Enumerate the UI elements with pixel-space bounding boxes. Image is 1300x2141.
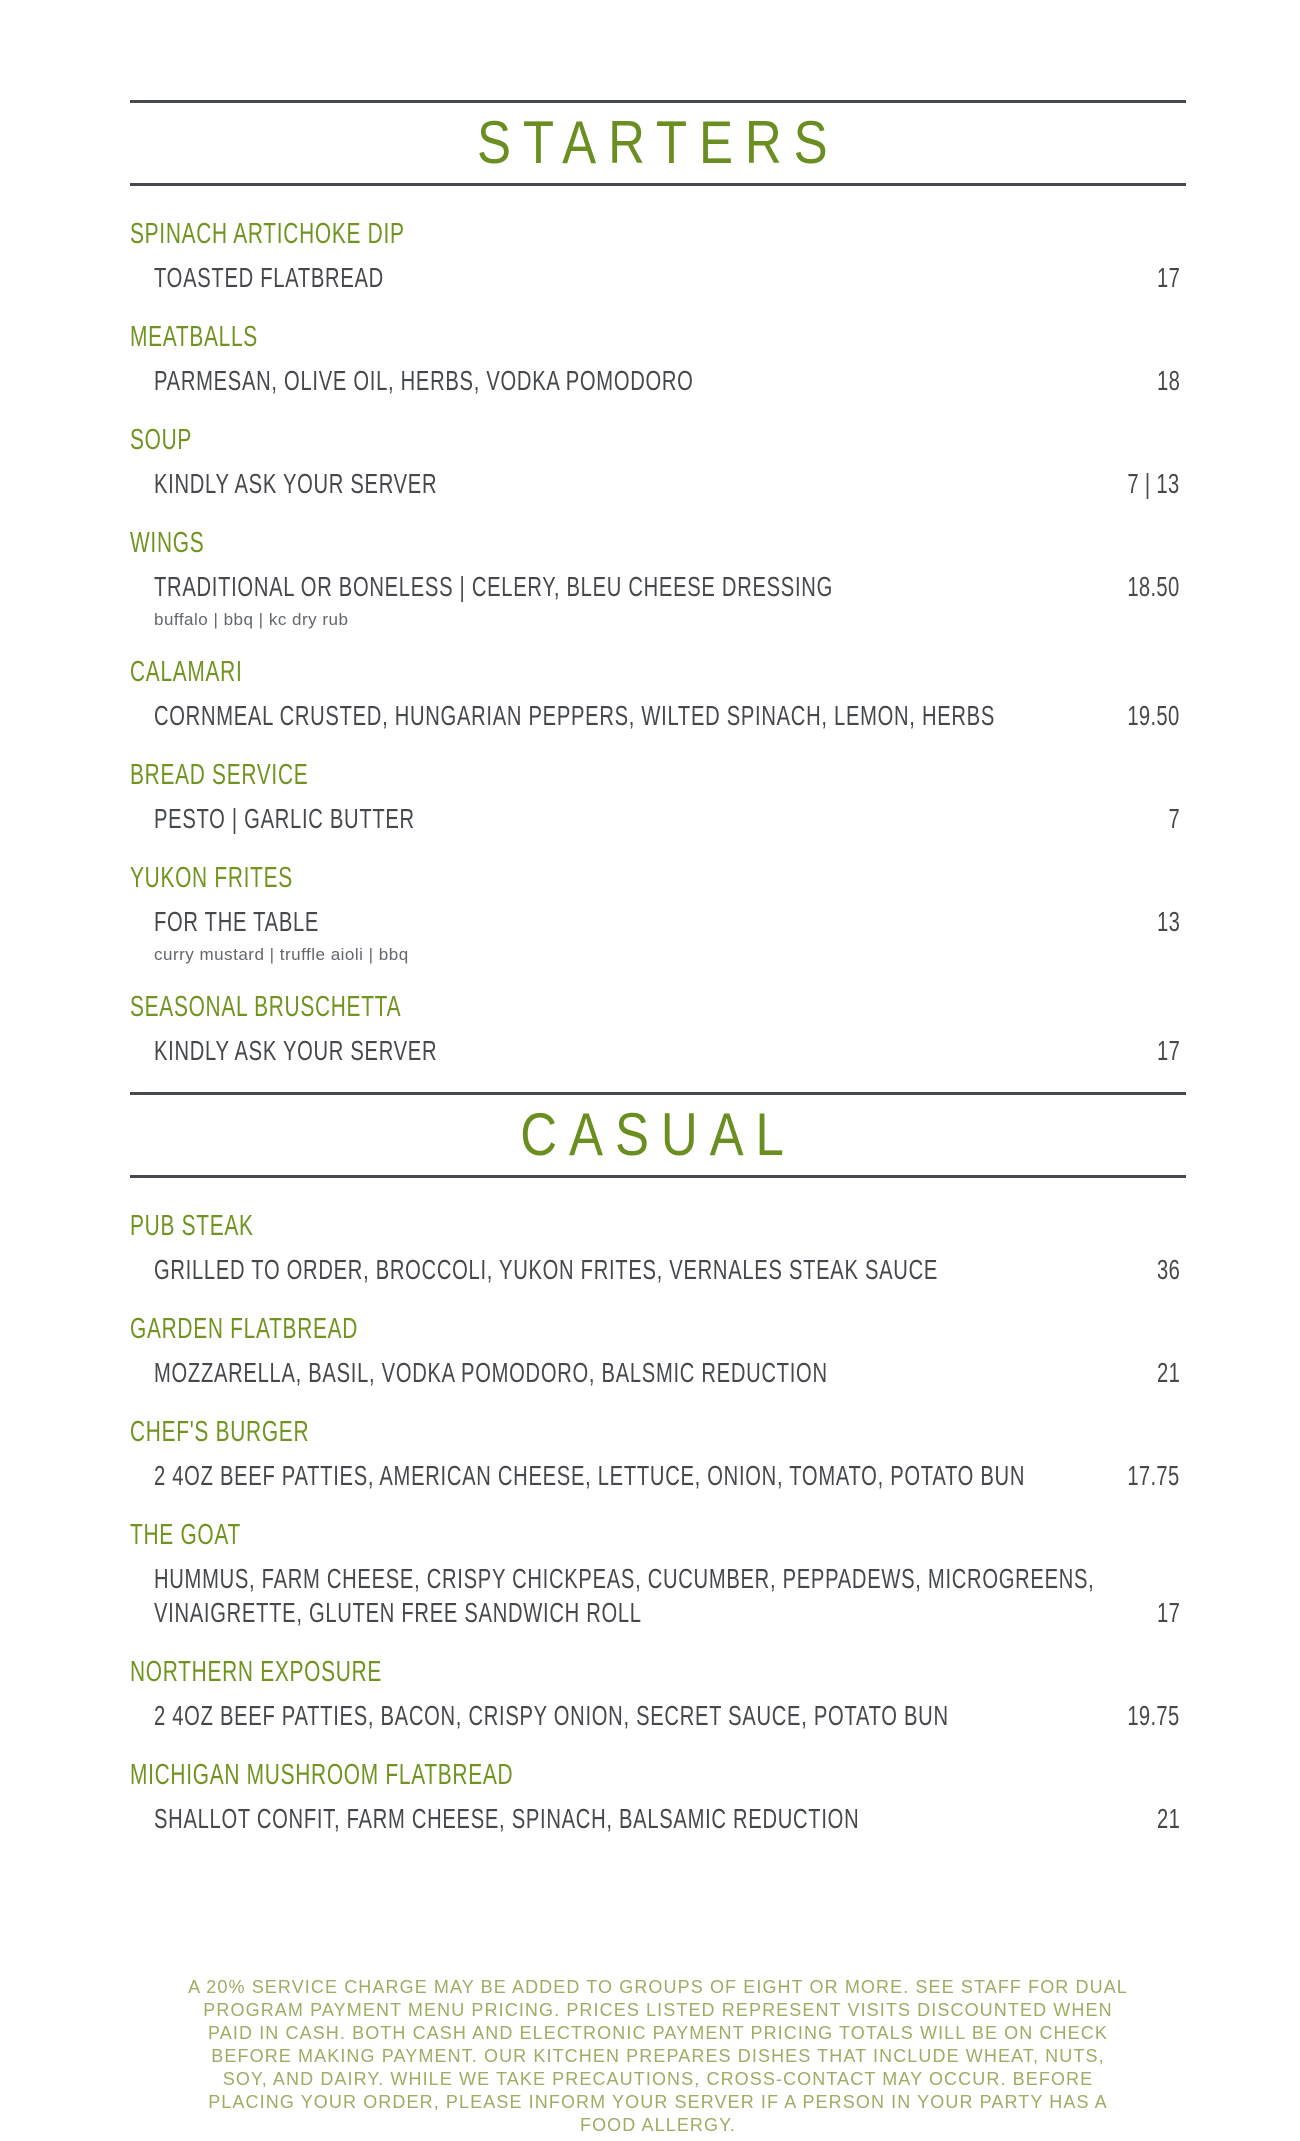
item-name: CALAMARI [130, 656, 243, 688]
item-description: PESTO | GARLIC BUTTER [154, 803, 415, 834]
item-price: 7 | 13 [1127, 468, 1180, 499]
item-price: 18 [1156, 365, 1180, 396]
disclaimer-line: A 20% SERVICE CHARGE MAY BE ADDED TO GROUPS OF EIGHT OR MORE. SEE STAFF FOR DUAL [188, 1977, 1128, 1997]
section-title: CASUAL [520, 1101, 796, 1168]
item-name: GARDEN FLATBREAD [130, 1313, 359, 1345]
menu-item [130, 1311, 1186, 1390]
item-description: KINDLY ASK YOUR SERVER [154, 1035, 438, 1066]
menu-item [130, 1517, 1186, 1630]
item-name: PUB STEAK [130, 1210, 254, 1242]
menu-section-starters [130, 100, 1186, 1068]
item-description: TRADITIONAL OR BONELESS | CELERY, BLEU CHEESE DRESSING [154, 571, 833, 602]
section-body [130, 1178, 1186, 1836]
item-price: 17 [1156, 1597, 1180, 1628]
item-price: 19.50 [1127, 700, 1180, 731]
item-sub-description: buffalo | bbq | kc dry rub [154, 610, 349, 629]
footer-disclaimer [130, 1976, 1186, 2137]
menu-item [130, 319, 1186, 398]
item-name: BREAD SERVICE [130, 759, 309, 791]
item-name: SOUP [130, 424, 193, 456]
menu-item [130, 860, 1186, 965]
menu-item [130, 422, 1186, 501]
section-header [130, 1092, 1186, 1178]
disclaimer-line: SOY, AND DAIRY. WHILE WE TAKE PRECAUTIONS, CROSS-CONTACT MAY OCCUR. BEFORE [222, 2069, 1094, 2089]
item-price: 17.75 [1127, 1460, 1180, 1491]
disclaimer-line: FOOD ALLERGY. [579, 2115, 737, 2135]
section-title: STARTERS [476, 109, 840, 176]
menu-item [130, 757, 1186, 836]
item-name: YUKON FRITES [130, 862, 293, 894]
item-description: HUMMUS, FARM CHEESE, CRISPY CHICKPEAS, CUCUMBER, PEPPADEWS, MICROGREENS, VINAIGRETTE, GLUTEN FREE SANDWICH ROLL [154, 1563, 1095, 1628]
item-description: GRILLED TO ORDER, BROCCOLI, YUKON FRITES, VERNALES STEAK SAUCE [154, 1254, 939, 1285]
disclaimer-line: PLACING YOUR ORDER, PLEASE INFORM YOUR SERVER IF A PERSON IN YOUR PARTY HAS A [208, 2092, 1108, 2112]
item-description: MOZZARELLA, BASIL, VODKA POMODORO, BALSMIC REDUCTION [154, 1357, 828, 1388]
item-price: 18.50 [1127, 571, 1180, 602]
item-description: TOASTED FLATBREAD [154, 262, 384, 293]
item-description: 2 4OZ BEEF PATTIES, AMERICAN CHEESE, LETTUCE, ONION, TOMATO, POTATO BUN [154, 1460, 1026, 1491]
item-description: SHALLOT CONFIT, FARM CHEESE, SPINACH, BALSAMIC REDUCTION [154, 1803, 860, 1834]
item-price: 36 [1156, 1254, 1180, 1285]
item-price: 21 [1156, 1803, 1180, 1834]
item-description: CORNMEAL CRUSTED, HUNGARIAN PEPPERS, WILTED SPINACH, LEMON, HERBS [154, 700, 996, 731]
item-price: 19.75 [1127, 1700, 1180, 1731]
section-body [130, 186, 1186, 1068]
item-description: KINDLY ASK YOUR SERVER [154, 468, 438, 499]
item-price: 21 [1156, 1357, 1180, 1388]
item-name: MEATBALLS [130, 321, 258, 353]
item-name: WINGS [130, 527, 205, 559]
item-name: SPINACH ARTICHOKE DIP [130, 218, 405, 250]
item-sub-description: curry mustard | truffle aioli | bbq [154, 945, 409, 964]
menu-section-casual [130, 1092, 1186, 1836]
menu-item [130, 1654, 1186, 1733]
item-description: 2 4OZ BEEF PATTIES, BACON, CRISPY ONION, SECRET SAUCE, POTATO BUN [154, 1700, 949, 1731]
section-header [130, 100, 1186, 186]
item-name: NORTHERN EXPOSURE [130, 1656, 383, 1688]
menu-item [130, 1414, 1186, 1493]
disclaimer-line: PAID IN CASH. BOTH CASH AND ELECTRONIC PAYMENT PRICING TOTALS WILL BE ON CHECK [208, 2023, 1108, 2043]
disclaimer-line: PROGRAM PAYMENT MENU PRICING. PRICES LISTED REPRESENT VISITS DISCOUNTED WHEN [203, 2000, 1113, 2020]
item-name: SEASONAL BRUSCHETTA [130, 991, 402, 1023]
menu-item [130, 1208, 1186, 1287]
item-description: FOR THE TABLE [154, 906, 320, 937]
menu-item [130, 525, 1186, 630]
disclaimer-line: BEFORE MAKING PAYMENT. OUR KITCHEN PREPARES DISHES THAT INCLUDE WHEAT, NUTS, [211, 2046, 1105, 2066]
item-name: CHEF'S BURGER [130, 1416, 310, 1448]
menu-item [130, 989, 1186, 1068]
item-price: 17 [1156, 262, 1180, 293]
item-price: 13 [1156, 906, 1180, 937]
item-name: THE GOAT [130, 1519, 241, 1551]
item-description: PARMESAN, OLIVE OIL, HERBS, VODKA POMODORO [154, 365, 694, 396]
item-price: 17 [1156, 1035, 1180, 1066]
menu-item [130, 654, 1186, 733]
menu-item [130, 1757, 1186, 1836]
menu-content [130, 0, 1186, 2137]
item-name: MICHIGAN MUSHROOM FLATBREAD [130, 1759, 514, 1791]
menu-item [130, 216, 1186, 295]
item-price: 7 [1168, 803, 1180, 834]
